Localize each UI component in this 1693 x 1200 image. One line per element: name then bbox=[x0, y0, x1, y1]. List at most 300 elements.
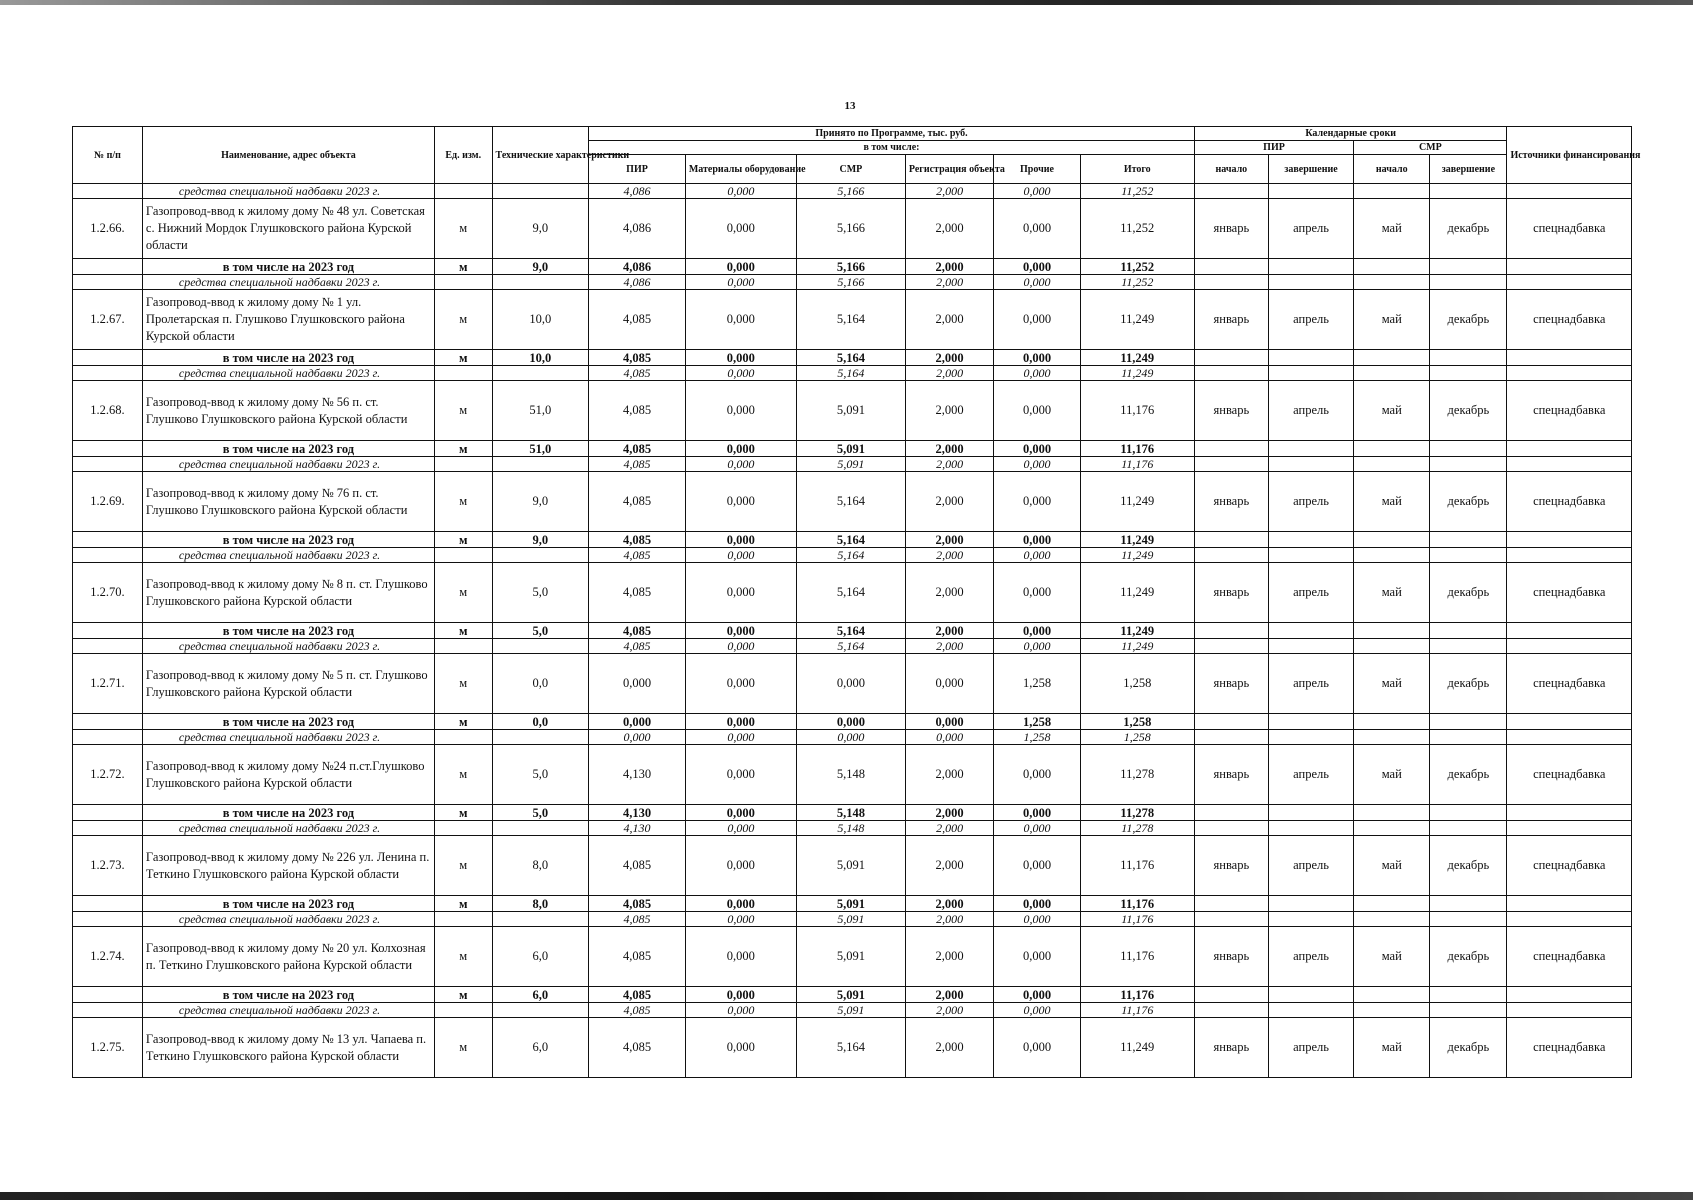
cell-pir-start: январь bbox=[1194, 745, 1268, 805]
cell-tech: 8,0 bbox=[492, 896, 589, 912]
cell-pir: 4,085 bbox=[589, 350, 686, 366]
cell-name: Газопровод-ввод к жилому дому № 20 ул. Колхозная п. Теткино Глушковского района Курской области bbox=[142, 927, 434, 987]
cell-pir-end: апрель bbox=[1268, 836, 1353, 896]
cell-empty bbox=[1268, 1003, 1353, 1018]
cell-other: 0,000 bbox=[994, 275, 1080, 290]
cell-materials: 0,000 bbox=[685, 290, 796, 350]
cell-pir: 4,130 bbox=[589, 745, 686, 805]
cell-empty bbox=[1354, 896, 1430, 912]
cell-pir: 4,085 bbox=[589, 1018, 686, 1078]
cell-empty bbox=[1268, 366, 1353, 381]
cell-materials: 0,000 bbox=[685, 821, 796, 836]
cell-empty bbox=[1268, 896, 1353, 912]
table-row-top-note bbox=[73, 184, 1632, 199]
cell-name: в том числе на 2023 год bbox=[142, 896, 434, 912]
cell-unit: м bbox=[434, 381, 492, 441]
cell-materials: 0,000 bbox=[685, 184, 796, 199]
table-row-subtotal bbox=[73, 623, 1632, 639]
cell-num: 1.2.74. bbox=[73, 927, 143, 987]
cell-pir: 4,085 bbox=[589, 836, 686, 896]
cell-pir-start: январь bbox=[1194, 836, 1268, 896]
cell-empty bbox=[1194, 441, 1268, 457]
cell-empty bbox=[1507, 714, 1632, 730]
cell-num: 1.2.71. bbox=[73, 654, 143, 714]
table-row-subtotal bbox=[73, 987, 1632, 1003]
cell-smr-end: декабрь bbox=[1430, 654, 1507, 714]
cell-pir: 4,085 bbox=[589, 927, 686, 987]
cell-unit: м bbox=[434, 745, 492, 805]
cell-pir: 4,085 bbox=[589, 381, 686, 441]
cell-empty bbox=[1194, 896, 1268, 912]
cell-pir: 4,085 bbox=[589, 1003, 686, 1018]
cell-total: 11,249 bbox=[1080, 639, 1194, 654]
cell-num bbox=[73, 730, 143, 745]
cell-materials: 0,000 bbox=[685, 350, 796, 366]
cell-smr-start: май bbox=[1354, 381, 1430, 441]
cell-tech: 9,0 bbox=[492, 199, 589, 259]
cell-smr: 5,164 bbox=[796, 1018, 905, 1078]
page-number: 13 bbox=[844, 100, 856, 112]
cell-smr-start: май bbox=[1354, 927, 1430, 987]
cell-smr-end: декабрь bbox=[1430, 381, 1507, 441]
header-including: в том числе: bbox=[589, 141, 1195, 155]
cell-smr-start: май bbox=[1354, 836, 1430, 896]
cell-unit: м bbox=[434, 199, 492, 259]
cell-name: Газопровод-ввод к жилому дому № 5 п. ст. Глушково Глушковского района Курской области bbox=[142, 654, 434, 714]
cell-smr: 5,164 bbox=[796, 366, 905, 381]
cell-smr: 5,166 bbox=[796, 199, 905, 259]
cell-materials: 0,000 bbox=[685, 654, 796, 714]
cell-num bbox=[73, 184, 143, 199]
cell-materials: 0,000 bbox=[685, 275, 796, 290]
cell-num bbox=[73, 987, 143, 1003]
cell-unit: м bbox=[434, 259, 492, 275]
cell-other: 0,000 bbox=[994, 366, 1080, 381]
cell-total: 11,176 bbox=[1080, 927, 1194, 987]
cell-total: 11,249 bbox=[1080, 532, 1194, 548]
cell-registration: 2,000 bbox=[905, 639, 993, 654]
cell-materials: 0,000 bbox=[685, 1018, 796, 1078]
cell-empty bbox=[1268, 714, 1353, 730]
cell-smr: 0,000 bbox=[796, 654, 905, 714]
header-sources: Источники финансирования bbox=[1507, 127, 1632, 184]
cell-empty bbox=[1354, 805, 1430, 821]
cell-empty bbox=[1430, 912, 1507, 927]
cell-total: 11,176 bbox=[1080, 457, 1194, 472]
cell-unit: м bbox=[434, 896, 492, 912]
cell-name: средства специальной надбавки 2023 г. bbox=[142, 821, 434, 836]
cell-pir-start: январь bbox=[1194, 927, 1268, 987]
cell-empty bbox=[1354, 366, 1430, 381]
cell-pir-end: апрель bbox=[1268, 654, 1353, 714]
cell-num: 1.2.72. bbox=[73, 745, 143, 805]
cell-tech: 8,0 bbox=[492, 836, 589, 896]
cell-empty bbox=[1430, 987, 1507, 1003]
cell-registration: 2,000 bbox=[905, 745, 993, 805]
cell-smr: 5,164 bbox=[796, 548, 905, 563]
cell-smr: 5,148 bbox=[796, 745, 905, 805]
cell-pir-start: январь bbox=[1194, 563, 1268, 623]
cell-unit bbox=[434, 548, 492, 563]
table-row bbox=[73, 472, 1632, 532]
cell-name: в том числе на 2023 год bbox=[142, 259, 434, 275]
cell-smr-end: декабрь bbox=[1430, 199, 1507, 259]
cell-registration: 0,000 bbox=[905, 654, 993, 714]
cell-num: 1.2.68. bbox=[73, 381, 143, 441]
cell-empty bbox=[1430, 896, 1507, 912]
cell-num: 1.2.66. bbox=[73, 199, 143, 259]
cell-empty bbox=[1507, 1003, 1632, 1018]
cell-smr: 5,091 bbox=[796, 836, 905, 896]
cell-materials: 0,000 bbox=[685, 714, 796, 730]
cell-materials: 0,000 bbox=[685, 805, 796, 821]
cell-num bbox=[73, 366, 143, 381]
table-row bbox=[73, 1018, 1632, 1078]
table-row-note bbox=[73, 457, 1632, 472]
cell-total: 11,249 bbox=[1080, 350, 1194, 366]
cell-pir-end: апрель bbox=[1268, 290, 1353, 350]
cell-empty bbox=[1507, 441, 1632, 457]
cell-name: Газопровод-ввод к жилому дому № 226 ул. Ленина п. Теткино Глушковского района Курской области bbox=[142, 836, 434, 896]
cell-empty bbox=[1268, 275, 1353, 290]
table-row-subtotal bbox=[73, 805, 1632, 821]
cell-smr-start: май bbox=[1354, 472, 1430, 532]
cell-unit bbox=[434, 639, 492, 654]
cell-source: спецнадбавка bbox=[1507, 472, 1632, 532]
cell-registration: 0,000 bbox=[905, 730, 993, 745]
cell-pir-start: январь bbox=[1194, 1018, 1268, 1078]
cell-other: 1,258 bbox=[994, 714, 1080, 730]
cell-pir-end: апрель bbox=[1268, 745, 1353, 805]
cell-registration: 2,000 bbox=[905, 381, 993, 441]
table-row-note bbox=[73, 639, 1632, 654]
cell-name: Газопровод-ввод к жилому дому № 8 п. ст. Глушково Глушковского района Курской области bbox=[142, 563, 434, 623]
cell-num bbox=[73, 912, 143, 927]
cell-empty bbox=[1354, 441, 1430, 457]
table-row-subtotal bbox=[73, 350, 1632, 366]
cell-materials: 0,000 bbox=[685, 366, 796, 381]
cell-registration: 2,000 bbox=[905, 532, 993, 548]
cell-name: средства специальной надбавки 2023 г. bbox=[142, 275, 434, 290]
cell-empty bbox=[1354, 714, 1430, 730]
cell-name: средства специальной надбавки 2023 г. bbox=[142, 1003, 434, 1018]
cell-materials: 0,000 bbox=[685, 532, 796, 548]
cell-empty bbox=[1268, 350, 1353, 366]
cell-total: 11,176 bbox=[1080, 912, 1194, 927]
cell-pir: 4,086 bbox=[589, 259, 686, 275]
cell-empty bbox=[1507, 987, 1632, 1003]
table-row-subtotal bbox=[73, 441, 1632, 457]
cell-registration: 2,000 bbox=[905, 457, 993, 472]
cell-empty bbox=[1268, 623, 1353, 639]
cell-materials: 0,000 bbox=[685, 623, 796, 639]
cell-other: 0,000 bbox=[994, 472, 1080, 532]
cell-registration: 2,000 bbox=[905, 290, 993, 350]
cell-smr: 0,000 bbox=[796, 730, 905, 745]
cell-other: 0,000 bbox=[994, 896, 1080, 912]
cell-empty bbox=[1194, 457, 1268, 472]
cell-name: средства специальной надбавки 2023 г. bbox=[142, 457, 434, 472]
cell-materials: 0,000 bbox=[685, 927, 796, 987]
cell-unit bbox=[434, 912, 492, 927]
header-calendar: Календарные сроки bbox=[1194, 127, 1507, 141]
cell-num: 1.2.70. bbox=[73, 563, 143, 623]
cell-unit: м bbox=[434, 472, 492, 532]
cell-empty bbox=[1354, 730, 1430, 745]
cell-tech: 5,0 bbox=[492, 623, 589, 639]
cell-registration: 2,000 bbox=[905, 441, 993, 457]
cell-empty bbox=[1354, 350, 1430, 366]
cell-empty bbox=[1268, 532, 1353, 548]
cell-empty bbox=[1194, 639, 1268, 654]
cell-tech: 6,0 bbox=[492, 927, 589, 987]
cell-empty bbox=[1507, 259, 1632, 275]
cell-empty bbox=[1194, 623, 1268, 639]
cell-materials: 0,000 bbox=[685, 1003, 796, 1018]
cell-empty bbox=[1430, 259, 1507, 275]
cell-pir-start: январь bbox=[1194, 199, 1268, 259]
cell-empty bbox=[1507, 730, 1632, 745]
cell-tech bbox=[492, 184, 589, 199]
cell-empty bbox=[1354, 184, 1430, 199]
cell-smr: 5,164 bbox=[796, 639, 905, 654]
cell-tech: 9,0 bbox=[492, 259, 589, 275]
cell-pir: 4,085 bbox=[589, 472, 686, 532]
cell-tech bbox=[492, 366, 589, 381]
cell-total: 11,252 bbox=[1080, 259, 1194, 275]
table-row bbox=[73, 290, 1632, 350]
cell-other: 0,000 bbox=[994, 381, 1080, 441]
cell-tech bbox=[492, 275, 589, 290]
cell-total: 11,249 bbox=[1080, 563, 1194, 623]
cell-registration: 2,000 bbox=[905, 805, 993, 821]
table-row bbox=[73, 745, 1632, 805]
cell-empty bbox=[1268, 548, 1353, 563]
cell-other: 0,000 bbox=[994, 639, 1080, 654]
cell-num: 1.2.75. bbox=[73, 1018, 143, 1078]
cell-source: спецнадбавка bbox=[1507, 927, 1632, 987]
cell-registration: 2,000 bbox=[905, 836, 993, 896]
cell-empty bbox=[1430, 184, 1507, 199]
cell-empty bbox=[1354, 532, 1430, 548]
cell-source: спецнадбавка bbox=[1507, 381, 1632, 441]
cell-name: средства специальной надбавки 2023 г. bbox=[142, 366, 434, 381]
cell-num bbox=[73, 805, 143, 821]
cell-name: Газопровод-ввод к жилому дому № 56 п. ст. Глушково Глушковского района Курской области bbox=[142, 381, 434, 441]
cell-tech bbox=[492, 821, 589, 836]
cell-tech bbox=[492, 457, 589, 472]
cell-unit: м bbox=[434, 1018, 492, 1078]
cell-registration: 2,000 bbox=[905, 350, 993, 366]
cell-registration: 2,000 bbox=[905, 366, 993, 381]
cell-tech: 0,0 bbox=[492, 714, 589, 730]
cell-name: Газопровод-ввод к жилому дому № 48 ул. Советская с. Нижний Мордок Глушковского района Курской области bbox=[142, 199, 434, 259]
cell-pir-end: апрель bbox=[1268, 472, 1353, 532]
cell-unit bbox=[434, 821, 492, 836]
cell-empty bbox=[1507, 457, 1632, 472]
cell-other: 0,000 bbox=[994, 987, 1080, 1003]
header-smr-end: завершение bbox=[1430, 155, 1507, 184]
cell-unit: м bbox=[434, 927, 492, 987]
cell-empty bbox=[1354, 457, 1430, 472]
cell-smr: 5,166 bbox=[796, 275, 905, 290]
cell-materials: 0,000 bbox=[685, 199, 796, 259]
cell-empty bbox=[1194, 912, 1268, 927]
cell-pir-start: январь bbox=[1194, 290, 1268, 350]
cell-total: 11,176 bbox=[1080, 381, 1194, 441]
header-pir-end: завершение bbox=[1268, 155, 1353, 184]
cell-name: в том числе на 2023 год bbox=[142, 441, 434, 457]
cell-empty bbox=[1268, 912, 1353, 927]
cell-tech: 10,0 bbox=[492, 290, 589, 350]
cell-name: средства специальной надбавки 2023 г. bbox=[142, 548, 434, 563]
table-row-subtotal bbox=[73, 532, 1632, 548]
cell-empty bbox=[1354, 548, 1430, 563]
cell-smr-end: декабрь bbox=[1430, 472, 1507, 532]
cell-empty bbox=[1194, 275, 1268, 290]
cell-pir: 4,086 bbox=[589, 199, 686, 259]
cell-materials: 0,000 bbox=[685, 259, 796, 275]
cell-empty bbox=[1194, 532, 1268, 548]
cell-tech: 0,0 bbox=[492, 654, 589, 714]
header-pir-start: начало bbox=[1194, 155, 1268, 184]
header-tech: Технические характеристики bbox=[492, 127, 589, 184]
cell-tech: 5,0 bbox=[492, 563, 589, 623]
cell-num: 1.2.67. bbox=[73, 290, 143, 350]
cell-pir: 0,000 bbox=[589, 654, 686, 714]
cell-empty bbox=[1194, 987, 1268, 1003]
header-name: Наименование, адрес объекта bbox=[142, 127, 434, 184]
cell-name: Газопровод-ввод к жилому дому № 76 п. ст. Глушково Глушковского района Курской области bbox=[142, 472, 434, 532]
cell-unit: м bbox=[434, 290, 492, 350]
cell-smr-end: декабрь bbox=[1430, 927, 1507, 987]
cell-empty bbox=[1430, 714, 1507, 730]
cell-total: 11,252 bbox=[1080, 184, 1194, 199]
cell-empty bbox=[1507, 896, 1632, 912]
cell-smr: 5,164 bbox=[796, 472, 905, 532]
cell-empty bbox=[1507, 548, 1632, 563]
cell-num bbox=[73, 457, 143, 472]
cell-registration: 2,000 bbox=[905, 259, 993, 275]
cell-source: спецнадбавка bbox=[1507, 1018, 1632, 1078]
cell-empty bbox=[1430, 730, 1507, 745]
cell-tech bbox=[492, 730, 589, 745]
cell-empty bbox=[1194, 1003, 1268, 1018]
cell-registration: 2,000 bbox=[905, 548, 993, 563]
cell-pir-end: апрель bbox=[1268, 199, 1353, 259]
cell-num bbox=[73, 714, 143, 730]
cell-tech: 9,0 bbox=[492, 532, 589, 548]
cell-total: 1,258 bbox=[1080, 730, 1194, 745]
cell-materials: 0,000 bbox=[685, 472, 796, 532]
cell-empty bbox=[1507, 821, 1632, 836]
cell-pir: 4,085 bbox=[589, 290, 686, 350]
cell-smr: 5,164 bbox=[796, 563, 905, 623]
cell-other: 1,258 bbox=[994, 654, 1080, 714]
cell-empty bbox=[1194, 805, 1268, 821]
cell-smr-start: май bbox=[1354, 745, 1430, 805]
table-row-note bbox=[73, 548, 1632, 563]
header-other: Прочие bbox=[994, 155, 1080, 184]
cell-empty bbox=[1194, 548, 1268, 563]
cell-tech bbox=[492, 548, 589, 563]
cell-pir: 4,086 bbox=[589, 184, 686, 199]
cell-num bbox=[73, 532, 143, 548]
cell-total: 11,249 bbox=[1080, 290, 1194, 350]
cell-empty bbox=[1430, 441, 1507, 457]
cell-empty bbox=[1268, 821, 1353, 836]
cell-other: 0,000 bbox=[994, 821, 1080, 836]
cell-empty bbox=[1507, 275, 1632, 290]
cell-total: 11,176 bbox=[1080, 896, 1194, 912]
cell-total: 11,249 bbox=[1080, 1018, 1194, 1078]
cell-materials: 0,000 bbox=[685, 836, 796, 896]
cell-tech: 51,0 bbox=[492, 441, 589, 457]
scan-edge-bottom bbox=[0, 1192, 1693, 1200]
cell-other: 0,000 bbox=[994, 259, 1080, 275]
cell-smr-start: май bbox=[1354, 290, 1430, 350]
cell-num: 1.2.73. bbox=[73, 836, 143, 896]
cell-pir: 4,130 bbox=[589, 805, 686, 821]
cell-empty bbox=[1268, 457, 1353, 472]
cell-registration: 2,000 bbox=[905, 1018, 993, 1078]
cell-empty bbox=[1268, 987, 1353, 1003]
cell-tech: 9,0 bbox=[492, 472, 589, 532]
cell-pir-end: апрель bbox=[1268, 381, 1353, 441]
cell-unit: м bbox=[434, 654, 492, 714]
cell-smr: 5,166 bbox=[796, 184, 905, 199]
cell-empty bbox=[1194, 821, 1268, 836]
cell-smr: 5,164 bbox=[796, 623, 905, 639]
cell-smr: 5,091 bbox=[796, 381, 905, 441]
cell-pir-start: январь bbox=[1194, 472, 1268, 532]
header-unit: Ед. изм. bbox=[434, 127, 492, 184]
cell-empty bbox=[1354, 259, 1430, 275]
cell-name: Газопровод-ввод к жилому дому №24 п.ст.Глушково Глушковского района Курской области bbox=[142, 745, 434, 805]
cell-other: 0,000 bbox=[994, 1003, 1080, 1018]
cell-tech: 5,0 bbox=[492, 745, 589, 805]
cell-other: 0,000 bbox=[994, 805, 1080, 821]
cell-total: 11,278 bbox=[1080, 805, 1194, 821]
table-row bbox=[73, 199, 1632, 259]
cell-other: 0,000 bbox=[994, 441, 1080, 457]
cell-tech: 6,0 bbox=[492, 1018, 589, 1078]
cell-registration: 2,000 bbox=[905, 563, 993, 623]
cell-empty bbox=[1268, 730, 1353, 745]
cell-empty bbox=[1430, 1003, 1507, 1018]
table-row bbox=[73, 836, 1632, 896]
cell-empty bbox=[1430, 532, 1507, 548]
cell-num: 1.2.69. bbox=[73, 472, 143, 532]
cell-materials: 0,000 bbox=[685, 912, 796, 927]
cell-pir: 4,085 bbox=[589, 623, 686, 639]
cell-unit: м bbox=[434, 805, 492, 821]
cell-empty bbox=[1507, 532, 1632, 548]
cell-unit: м bbox=[434, 987, 492, 1003]
cell-smr: 5,164 bbox=[796, 350, 905, 366]
cell-empty bbox=[1430, 350, 1507, 366]
cell-source: спецнадбавка bbox=[1507, 290, 1632, 350]
cell-empty bbox=[1354, 912, 1430, 927]
cell-empty bbox=[1268, 184, 1353, 199]
cell-source: спецнадбавка bbox=[1507, 745, 1632, 805]
cell-total: 11,278 bbox=[1080, 821, 1194, 836]
table-body bbox=[73, 184, 1632, 1078]
cell-materials: 0,000 bbox=[685, 457, 796, 472]
cell-unit bbox=[434, 366, 492, 381]
table-row bbox=[73, 381, 1632, 441]
cell-materials: 0,000 bbox=[685, 548, 796, 563]
